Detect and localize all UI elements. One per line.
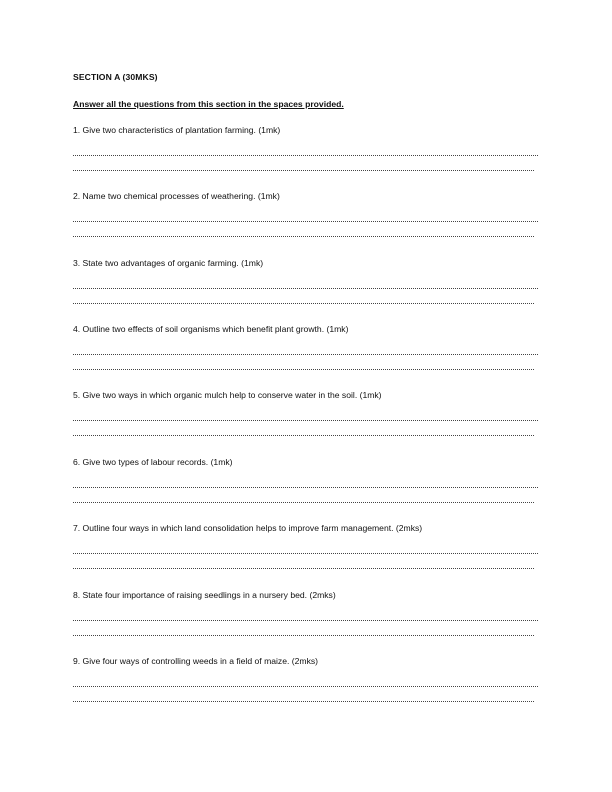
section-title: SECTION A (30MKS) — [73, 72, 158, 82]
answer-line[interactable] — [73, 303, 534, 304]
answer-line[interactable] — [73, 502, 534, 503]
answer-line[interactable] — [73, 155, 538, 156]
question-4 — [73, 324, 543, 335]
answer-line[interactable] — [73, 620, 538, 621]
question-text: 1. Give two characteristics of plantation farming. (1mk) — [73, 125, 281, 135]
answer-line[interactable] — [73, 568, 534, 569]
answer-line[interactable] — [73, 354, 538, 355]
question-text: 7. Outline four ways in which land consolidation helps to improve farm management. (2mks) — [73, 523, 423, 533]
answer-line[interactable] — [73, 170, 534, 171]
answer-line[interactable] — [73, 553, 538, 554]
question-6 — [73, 457, 543, 468]
question-7 — [73, 523, 543, 534]
answer-line[interactable] — [73, 686, 538, 687]
answer-line[interactable] — [73, 236, 534, 237]
question-text: 9. Give four ways of controlling weeds in a field of maize. (2mks) — [73, 656, 319, 666]
answer-line[interactable] — [73, 487, 538, 488]
answer-line[interactable] — [73, 288, 538, 289]
answer-line[interactable] — [73, 369, 534, 370]
question-text: 5. Give two ways in which organic mulch help to conserve water in the soil. (1mk) — [73, 390, 382, 400]
question-5 — [73, 390, 543, 401]
question-8 — [73, 590, 543, 601]
answer-line[interactable] — [73, 435, 534, 436]
question-3 — [73, 258, 543, 269]
question-text: 6. Give two types of labour records. (1mk) — [73, 457, 233, 467]
question-text: 4. Outline two effects of soil organisms which benefit plant growth. (1mk) — [73, 324, 349, 334]
answer-line[interactable] — [73, 420, 538, 421]
answer-line[interactable] — [73, 221, 538, 222]
question-text: 2. Name two chemical processes of weathering. (1mk) — [73, 191, 280, 201]
answer-line[interactable] — [73, 635, 534, 636]
question-9 — [73, 656, 543, 667]
question-1 — [73, 125, 543, 136]
question-2 — [73, 191, 543, 202]
question-text: 8. State four importance of raising seedlings in a nursery bed. (2mks) — [73, 590, 336, 600]
section-instructions: Answer all the questions from this section in the spaces provided. — [73, 99, 344, 109]
question-text: 3. State two advantages of organic farming. (1mk) — [73, 258, 264, 268]
answer-line[interactable] — [73, 701, 534, 702]
